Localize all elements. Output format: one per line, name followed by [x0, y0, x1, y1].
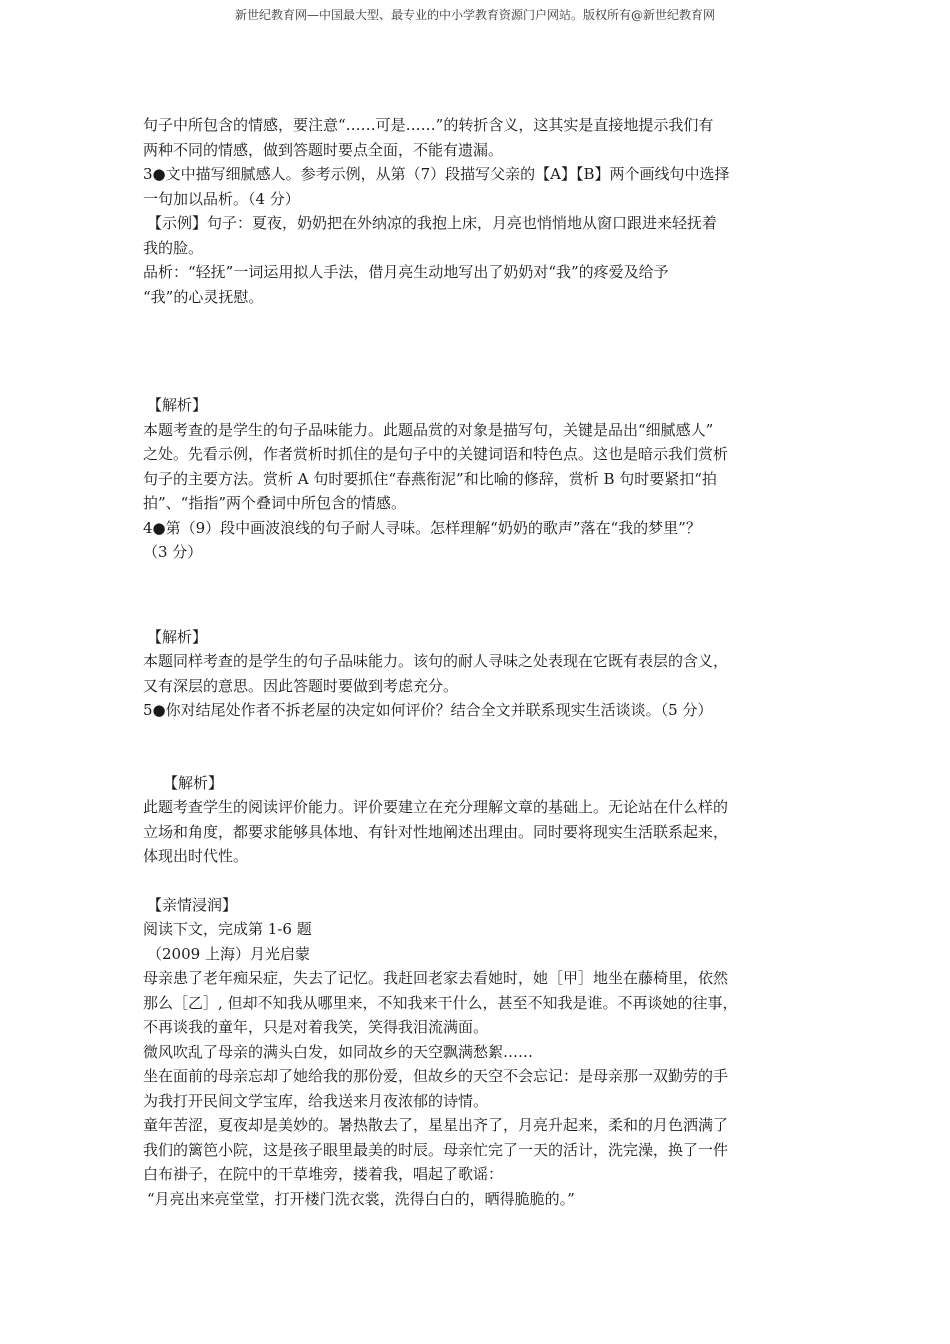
text-line: 体现出时代性。	[143, 847, 249, 865]
question-3: 3●文中描写细腻感人。参考示例，从第（7）段描写父亲的【A】【B】两个画线句中选择	[143, 165, 730, 183]
text-line: 又有深层的意思。因此答题时要做到考虑充分。	[143, 676, 459, 695]
text-line: 句子中所包含的情感，要注意“……可是……”的转折含义，这其实是直接地提示我们有	[143, 116, 714, 134]
analysis-line: 品析：“轻抚”一词运用拟人手法，借月亮生动地写出了奶奶对“我”的疼爱及给予	[143, 263, 669, 281]
spacer	[143, 723, 813, 771]
text-line: 一句加以品析。（4 分）	[143, 189, 300, 208]
passage-source: （2009 上海）月光启蒙	[147, 944, 310, 963]
passage-line: 那么［乙］, 但却不知我从哪里来，不知我来干什么，甚至不知我是谁。不再谈她的往事，	[143, 993, 738, 1012]
jiexi-heading: 【解析】	[163, 773, 224, 792]
document-body	[143, 113, 813, 1211]
passage-line: 白布褂子，在院中的干草堆旁，搂着我，唱起了歌谣：	[143, 1165, 504, 1183]
spacer	[143, 869, 813, 893]
passage-line: 母亲患了老年痴呆症，失去了记忆。我赶回老家去看她时，她［甲］地坐在藤椅里，依然	[143, 969, 729, 987]
passage-line: “月亮出来亮堂堂，打开楼门洗衣裳，洗得白白的，晒得脆脆的。”	[147, 1189, 575, 1208]
passage-line: 为我打开民间文学宝库，给我送来月夜浓郁的诗情。	[143, 1091, 489, 1110]
text-line: 两种不同的情感，做到答题时要点全面，不能有遗漏。	[143, 140, 504, 159]
passage-line: 微风吹乱了母亲的满头白发，如同故乡的天空飘满愁絮……	[143, 1042, 534, 1061]
spacer	[143, 565, 813, 625]
text-line: “我”的心灵抚慰。	[143, 287, 264, 306]
text-line: 我的脸。	[143, 238, 204, 257]
text-line: 之处。先看示例，作者赏析时抓住的是句子中的关键词语和特色点。这也是暗示我们赏析	[143, 445, 729, 463]
passage-line: 童年苦涩，夏夜却是美妙的。暑热散去了，星星出齐了，月亮升起来，柔和的月色洒满了	[143, 1116, 729, 1134]
text-line: 拍”、“指指”两个叠词中所包含的情感。	[143, 494, 407, 512]
jiexi-heading: 【解析】	[147, 627, 208, 646]
passage-line: 我们的篱笆小院，这是孩子眼里最美的时辰。母亲忙完了一天的活计，洗完澡，换了一件	[143, 1140, 729, 1159]
section-title: 【亲情浸润】	[147, 895, 238, 914]
passage-line: 不再谈我的童年，只是对着我笑，笑得我泪流满面。	[143, 1018, 489, 1036]
text-line: 句子的主要方法。赏析 A 句时要抓住“春燕衔泥”和比喻的修辞，赏析 B 句时要紧扣“拍	[143, 469, 717, 488]
text-line: 立场和角度，都要求能够具体地、有针对性地阐述出理由。同时要将现实生活联系起来，	[143, 822, 729, 841]
spacer	[143, 309, 813, 393]
page-header: 新世纪教育网—中国最大型、最专业的中小学教育资源门户网站。版权所有@新世纪教育网	[234, 8, 715, 22]
text-line: （3 分）	[143, 543, 203, 561]
instruction-line: 阅读下文，完成第 1-6 题	[143, 920, 312, 938]
text-line: 本题同样考查的是学生的句子品味能力。该句的耐人寻味之处表现在它既有表层的含义，	[143, 652, 729, 670]
jiexi-heading: 【解析】	[147, 396, 208, 414]
text-line: 本题考查的是学生的句子品味能力。此题品赏的对象是描写句，关键是品出“细腻感人”	[143, 420, 714, 439]
text-line: 此题考查学生的阅读评价能力。评价要建立在充分理解文章的基础上。无论站在什么样的	[143, 798, 729, 816]
example-line: 【示例】句子：夏夜，奶奶把在外纳凉的我抱上床，月亮也悄悄地从窗口跟进来轻抚着	[147, 214, 718, 232]
question-5: 5●你对结尾处作者不拆老屋的决定如何评价？结合全文并联系现实生活谈谈。（5 分）	[143, 701, 713, 719]
passage-line: 坐在面前的母亲忘却了她给我的那份爱，但故乡的天空不会忘记：是母亲那一双勤劳的手	[143, 1067, 729, 1085]
question-4: 4●第（9）段中画波浪线的句子耐人寻味。怎样理解“奶奶的歌声”落在“我的梦里”？	[143, 518, 701, 537]
